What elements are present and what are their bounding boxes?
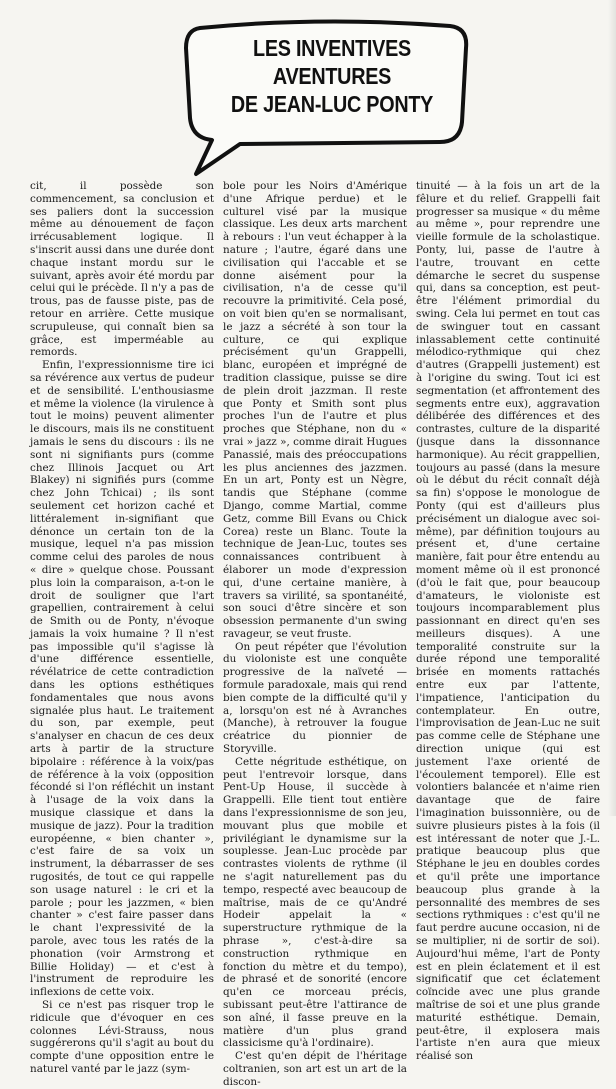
scan-shadow-edge xyxy=(608,0,616,816)
paragraph: Si ce n'est pas risquer trop le ridicule que d'évoquer en ces colonnes Lévi-Strauss, nous suggérerons qu'il s'agit au bout du compte d'une opposition entre le naturel vanté par le jazz (sym- xyxy=(30,999,214,1075)
title-line-3: DE JEAN-LUC PONTY xyxy=(230,91,434,117)
text-column-3 xyxy=(416,180,600,1063)
title-line-1: LES INVENTIVES xyxy=(253,35,411,61)
paragraph: On peut répéter que l'évolution du violoniste est une conquête progressive de la naïveté — formule paradoxale, mais qui rend bien compte de la difficulté qu'il y a, lorsqu'on est né à Avranches (Manche), à retrouver la fougue créatrice du pionnier de Storyville. xyxy=(223,640,407,756)
paragraph: C'est qu'en dépit de l'héritage coltranien, son art est un art de la discon- xyxy=(223,1050,407,1088)
article-title xyxy=(229,34,435,118)
article-body xyxy=(30,180,600,1088)
text-column-1 xyxy=(30,180,214,1075)
text-column-2 xyxy=(223,180,407,1088)
title-line-2: AVENTURES xyxy=(272,63,392,89)
paragraph: Cette négritude esthétique, on peut l'entrevoir lorsque, dans Pent-Up House, il succède à Grappelli. Elle tient tout entière dans l'expressionnisme de son jeu, mouvant plus que mobile et privilégiant le dynamisme sur la souplesse. Jean-Luc procède par contrastes violents de rythme (il ne s'agit naturellement pas du tempo, respecté avec beaucoup de maîtrise, mais de ce qu'André Hodeir appelait la « superstructure rythmique de la phrase », c'est-à-dire sa construction rythmique en fonction du mètre et du tempo), de phrasé et de sonorité (encore qu'en ce morceau précis, subissant peut-être l'attirance de son aîné, il fasse preuve en la matière d'un plus grand classicisme qu'à l'ordinaire). xyxy=(223,755,407,1050)
paragraph: bole pour les Noirs d'Amérique d'une Afrique perdue) et le culturel visé par la musique classique. Les deux arts marchent à rebours : l'un veut échapper à la nature ; l'autre, égaré dans une civilisation qui l'accable et se donne aisément pour la civilisation, n'a de cesse qu'il recouvre la primitivité. Cela posé, on voit bien qu'en se normalisant, le jazz a sécrété à son tour la culture, ce qui explique précisément qu'un Grappelli, blanc, européen et imprégné de tradition classique, puisse se dire de plein droit jazzman. Il reste que Ponty et Smith sont plus proches l'un de l'autre et plus proches que Stéphane, non du « vrai » jazz », comme dirait Hugues Panassié, mais des préoccupations les plus anciennes des jazzmen. En un art, Ponty est un Nègre, tandis que Stéphane (comme Django, comme Martial, comme Getz, comme Bill Evans ou Chick Corea) reste un Blanc. Toute la technique de Jean-Luc, toutes ses connaissances contribuent à élaborer un mode d'expression qui, d'une certaine manière, à travers sa virilité, sa spontanéité, son souci d'être sincère et son obsession permanente d'un swing ravageur, se veut fruste. xyxy=(223,180,407,640)
paragraph: tinuité — à la fois un art de la fêlure et du relief. Grappelli fait progresser sa musique « du même au même », pour reprendre une vieille formule de la scholastique. Ponty, lui, passe de l'autre à l'autre, trouvant en cette démarche le secret du suspense qui, dans sa conception, est peut-être l'élément primordial du swing. Cela lui permet en tout cas de swinguer tout en cassant inlassablement cette continuité mélodico-rythmique qui chez d'autres (Grappelli justement) est à l'origine du swing. Tout ici est segmentation (et affrontement des segments entre eux), aggravation délibérée des différences et des contrastes, culture de la disparité (jusque dans la dissonnance harmonique). Au récit grappellien, toujours au passé (dans la mesure où le début du récit connaît déjà sa fin) s'oppose le monologue de Ponty (qui est d'ailleurs plus précisément un dialogue avec soi-même), par définition toujours au présent et, d'une certaine manière, fait pour être entendu au moment même où il est prononcé (d'où le fait que, pour beaucoup d'amateurs, le violoniste est toujours incomparablement plus passionnant en direct qu'en ses meilleurs disques). A une temporalité construite sur la durée répond une temporalité brisée en moments rattachés entre eux par l'attente, l'impatience, l'anticipation du contemplateur. En outre, l'improvisation de Jean-Luc ne suit pas comme celle de Stéphane une direction unique (qui est justement l'axe orienté de l'écoulement temporel). Elle est volontiers balancée et n'aime rien davantage que de faire l'imagination buissonnière, ou de suivre plusieurs pistes à la fois (il est intéressant de noter que J.-L. pratique beaucoup plus que Stéphane le jeu en doubles cordes et qu'il prête une importance beaucoup plus grande à la personnalité des membres de ses sections rythmiques : c'est qu'il ne faut perdre aucune occasion, ni de se multiplier, ni de sortir de soi). Aujourd'hui même, l'art de Ponty est en plein éclatement et il est significatif que cet éclatement coïncide avec une plus grande maîtrise de soi et une plus grande maturité esthétique. Demain, peut-être, il explosera mais l'artiste n'en aura que mieux réalisé son xyxy=(416,180,600,1063)
paragraph: cit, il possède son commencement, sa conclusion et ses paliers dont la succession même au dénouement de façon irrécusablement logique. Il s'inscrit aussi dans une durée dont chaque instant mordu sur le suivant, après avoir été mordu par celui qui le précède. Il n'y a pas de trous, pas de fausse piste, pas de retour en arrière. Cette musique scrupuleuse, qui connaît bien sa grâce, est imperméable au remords. xyxy=(30,180,214,359)
paragraph: Enfin, l'expressionnisme tire ici sa révérence aux vertus de pudeur et de sensibilité. L'enthousiasme et même la violence (la virulence à tout le moins) peuvent alimenter le discours, mais ils ne constituent jamais le sens du discours : ils ne sont ni signifiants purs (comme chez Illinois Jacquet ou Art Blakey) ni signifiés purs (comme chez John Tchicai) ; ils sont seulement cet horizon caché et littéralement in-signifiant que dénonce un certain ton de la musique, lequel n'a pas mission comme celui des paroles de nous « dire » quelque chose. Poussant plus loin la comparaison, a-t-on le droit de souligner que l'art grapellien, contrairement à celui de Smith ou de Ponty, n'évoque jamais la voix humaine ? Il n'est pas impossible qu'il s'agisse là d'une différence essentielle, révélatrice de cette contradiction dans les options esthétiques fondamentales que nous avons signalée plus haut. Le traitement du son, par exemple, peut s'analyser en chacun de ces deux arts à partir de la structure bipolaire : référence à la voix/pas de référence à la voix (opposition fécondé si l'on réfléchit un instant à l'usage de la voix dans la musique classique et dans la musique de jazz). Pour la tradition européenne, « bien chanter », c'est faire de sa voix un instrument, la débarrasser de ses rugosités, de tout ce qui rappelle son usage naturel : le cri et la parole ; pour les jazzmen, « bien chanter » c'est faire passer dans le chant l'expressivité de la parole, avec tous les ratés de la phonation (voir Armstrong et Billie Holiday) — et c'est à l'instrument de reproduire les inflexions de cette voix. xyxy=(30,359,214,999)
